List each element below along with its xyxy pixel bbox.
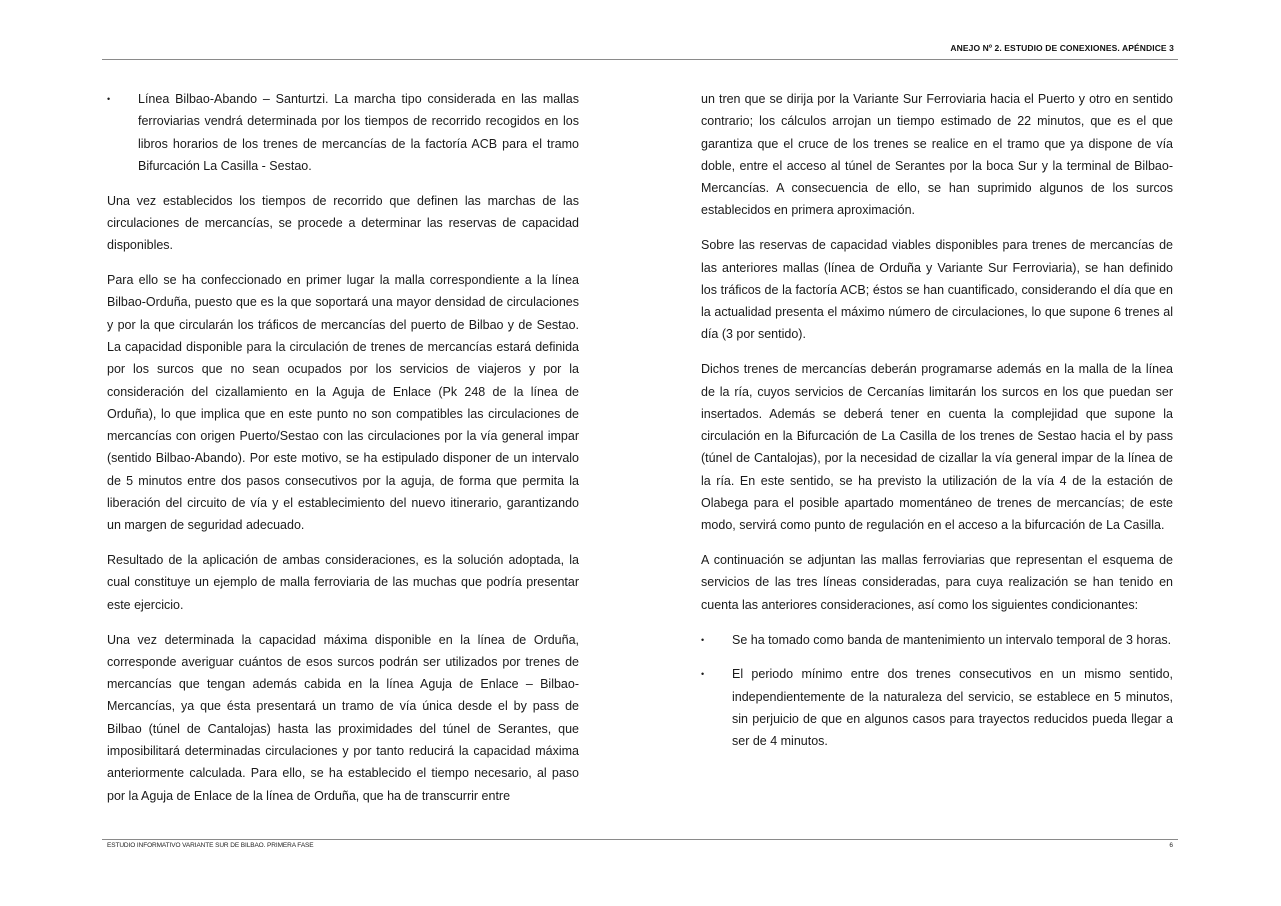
paragraph: Sobre las reservas de capacidad viables disponibles para trenes de mercancías de las anteriores mallas (línea de Orduña y Variante Sur Ferroviaria), se han definido los tráficos de la factoría ACB; éstos se han cuantificado, considerando el día que en la actualidad presenta el máximo número de circulaciones, lo que supone 6 trenes al día (3 por sentido). [701, 238, 1173, 342]
bullet-text: Se ha tomado como banda de mantenimiento un intervalo temporal de 3 horas. [732, 632, 1172, 647]
bullet-item [701, 629, 1173, 651]
paragraph: A continuación se adjuntan las mallas ferroviarias que representan el esquema de servicios de las tres líneas consideradas, para cuya realización se han tenido en cuenta las anteriores consideraciones, así como los siguientes condicionantes: [701, 553, 1173, 612]
paragraph: Una vez establecidos los tiempos de recorrido que definen las marchas de las circulaciones de mercancías, se procede a determinar las reservas de capacidad disponibles. [107, 193, 579, 253]
footer-rule [102, 839, 1178, 840]
bullet-icon: • [701, 669, 705, 680]
bullet-icon: • [701, 634, 705, 645]
paragraph: Resultado de la aplicación de ambas consideraciones, es la solución adoptada, la cual constituye un ejemplo de malla ferroviaria de las muchas que podría presentar este ejercicio. [107, 553, 579, 612]
bullet-text: El periodo mínimo entre dos trenes consecutivos en un mismo sentido, independientemente de la naturaleza del servicio, se establece en 5 minutos, sin perjuicio de que en algunos casos para trayectos reducidos pueda llegar a ser de 4 minutos. [732, 667, 1173, 749]
right-column [701, 88, 1173, 765]
paragraph: Una vez determinada la capacidad máxima disponible en la línea de Orduña, corresponde averiguar cuántos de esos surcos podrán ser utilizados por trenes de mercancías que tengan además cabida en la línea Aguja de Enlace – Bilbao-Mercancías, ya que ésta presentará un tramo de vía única desde el by pass de Bilbao (túnel de Cantalojas) hasta las proximidades del túnel de Serantes, que imposibilitará determinadas circulaciones y por tanto reducirá la capacidad máxima anteriormente calculada. Para ello, se ha establecido el tiempo necesario, al paso por la Aguja de Enlace de la línea de Orduña, que ha de transcurrir entre [107, 632, 579, 803]
paragraph: un tren que se dirija por la Variante Sur Ferroviaria hacia el Puerto y otro en sentido contrario; los cálculos arrojan un tiempo estimado de 22 minutos, que es el que garantiza que el cruce de los trenes se realice en el tramo que ya dispone de vía doble, entre el acceso al túnel de Serantes por la boca Sur y la terminal de Bilbao-Mercancías. A consecuencia de ello, se han suprimido algunos de los surcos establecidos en primera aproximación. [701, 92, 1173, 218]
paragraph: Para ello se ha confeccionado en primer lugar la malla correspondiente a la línea Bilbao-Orduña, puesto que es la que soportará una mayor densidad de circulaciones y por la que circularán los tráficos de mercancías del puerto de Bilbao y de Sestao. La capacidad disponible para la circulación de trenes de mercancías estará definida por los surcos que no sean ocupados por los servicios de viajeros y por la consideración del cizallamiento en la Aguja de Enlace (Pk 248 de la línea de Orduña), lo que implica que en este punto no son compatibles las circulaciones de mercancías con origen Puerto/Sestao con las circulaciones por la vía general impar (sentido Bilbao-Abando). Por este motivo, se ha estipulado disponer de un intervalo de 5 minutos entre dos pasos consecutivos por la aguja, de forma que permita la liberación del circuito de vía y el establecimiento del nuevo itinerario, garantizando un margen de seguridad adecuado. [107, 273, 579, 533]
header-rule [102, 59, 1178, 60]
page-number: 6 [1169, 842, 1173, 849]
bullet-item [701, 663, 1173, 752]
left-column [107, 88, 579, 819]
footer-document-title: ESTUDIO INFORMATIVO VARIANTE SUR DE BILBAO. PRIMERA FASE [107, 842, 314, 849]
bullet-text: Línea Bilbao-Abando – Santurtzi. La marcha tipo considerada en las mallas ferroviarias vendrá determinada por los tiempos de recorrido recogidos en los libros horarios de los trenes de mercancías de la factoría ACB para el tramo Bifurcación La Casilla - Sestao. [138, 92, 579, 173]
paragraph: Dichos trenes de mercancías deberán programarse además en la malla de la línea de la ría, cuyos servicios de Cercanías limitarán los surcos en los que puedan ser insertados. Además se deberá tener en cuenta la complejidad que supone la circulación en la Bifurcación de La Casilla de los trenes de Sestao hacia el by pass (túnel de Cantalojas), por la necesidad de cizallar la vía general impar de la línea de la ría. En este sentido, se ha previsto la utilización de la vía 4 de la estación de Olabega para el posible apartado momentáneo de trenes de mercancías; de este modo, servirá como punto de regulación en el acceso a la bifurcación de La Casilla. [701, 362, 1173, 533]
page-header-title: ANEJO Nº 2. ESTUDIO DE CONEXIONES. APÉNDICE 3 [950, 43, 1174, 53]
bullet-icon: • [107, 94, 111, 104]
bullet-item [107, 88, 579, 177]
